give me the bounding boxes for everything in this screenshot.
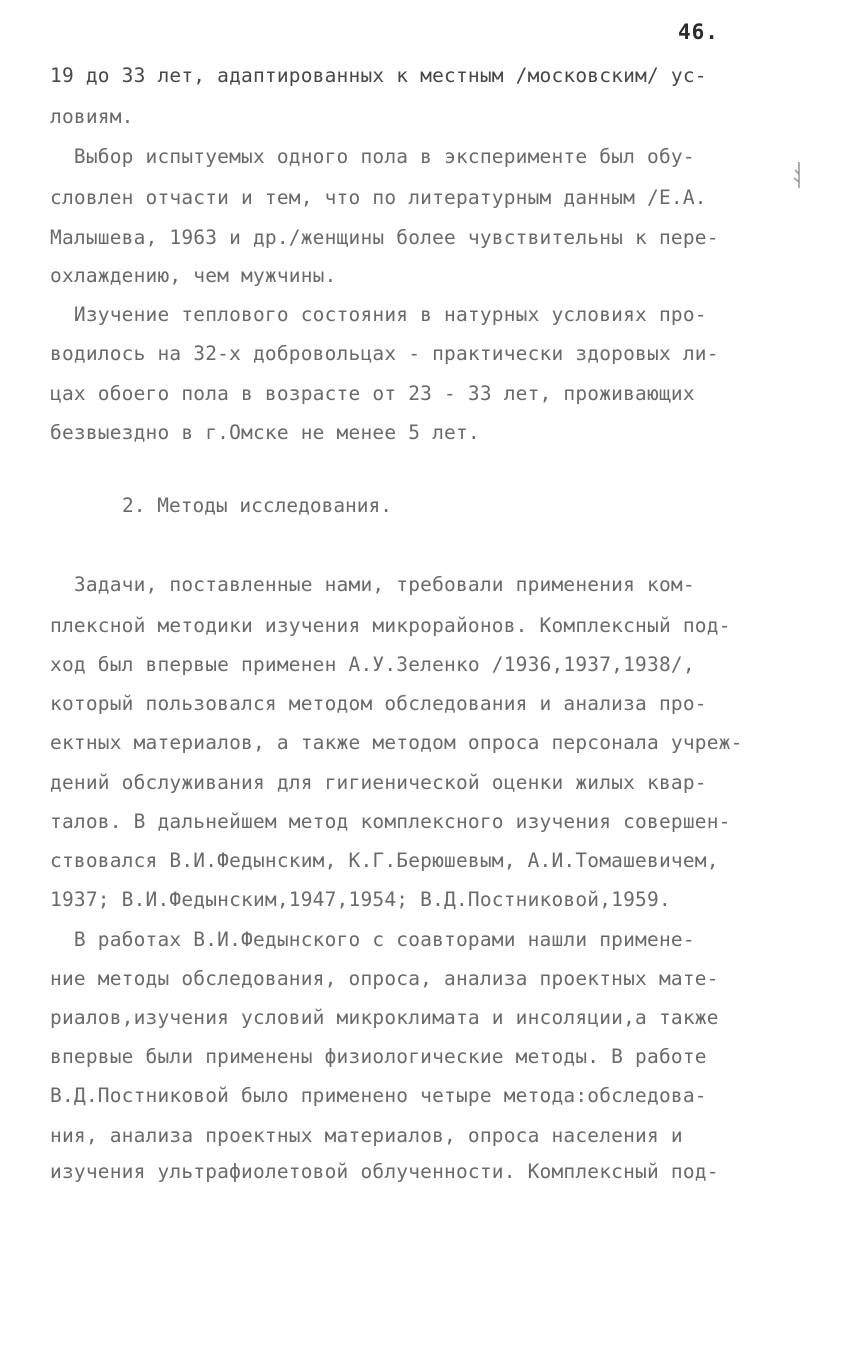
text-line: В работах В.И.Федынского с соавторами нашли примене-	[50, 928, 695, 951]
text-line: ловиям.	[50, 105, 134, 128]
section-heading: 2. Методы исследования.	[122, 494, 393, 517]
text-line: дений обслуживания для гигиенической оценки жилых квар-	[50, 771, 707, 794]
text-line: словлен отчасти и тем, что по литературным данным /Е.А.	[50, 186, 707, 209]
page-number: 46.	[678, 20, 719, 44]
text-line: Изучение теплового состояния в натурных условиях про-	[50, 303, 707, 326]
text-line: риалов,изучения условий микроклимата и инсоляции,а также	[50, 1006, 719, 1029]
text-line: Малышева, 1963 и др./женщины более чувствительны к пере-	[50, 226, 719, 249]
text-line: охлаждению, чем мужчины.	[50, 264, 337, 287]
text-line: 1937; В.И.Федынским,1947,1954; В.Д.Постниковой,1959.	[50, 888, 671, 911]
text-line: Задачи, поставленные нами, требовали применения ком-	[50, 573, 695, 596]
text-line: ния, анализа проектных материалов, опроса населения и	[50, 1124, 683, 1147]
text-line: 19 до 33 лет, адаптированных к местным /московским/ ус-	[50, 64, 707, 87]
text-line: цах обоего пола в возрасте от 23 - 33 лет, проживающих	[50, 382, 695, 405]
text-line: В.Д.Постниковой было применено четыре метода:обследова-	[50, 1084, 707, 1107]
text-line: изучения ультрафиолетовой облученности. Комплексный под-	[50, 1160, 719, 1183]
text-line: впервые были применены физиологические методы. В работе	[50, 1045, 707, 1068]
text-line: Выбор испытуемых одного пола в эксперименте был обу-	[50, 145, 695, 168]
text-line: безвыездно в г.Омске не менее 5 лет.	[50, 421, 480, 444]
text-line: ние методы обследования, опроса, анализа проектных мате-	[50, 967, 719, 990]
text-line: плексной методики изучения микрорайонов. Комплексный под-	[50, 614, 731, 637]
text-line: ход был впервые применен А.У.Зеленко /1936,1937,1938/,	[50, 653, 695, 676]
text-line: водилось на 32-х добровольцах - практически здоровых ли-	[50, 342, 719, 365]
text-line: ствовался В.И.Федынским, К.Г.Берюшевым, А.И.Томашевичем,	[50, 849, 719, 872]
text-line: талов. В дальнейшем метод комплексного изучения совершен-	[50, 810, 731, 833]
text-line: ектных материалов, а также методом опроса персонала учреж-	[50, 731, 743, 754]
text-line: который пользовался методом обследования и анализа про-	[50, 692, 707, 715]
